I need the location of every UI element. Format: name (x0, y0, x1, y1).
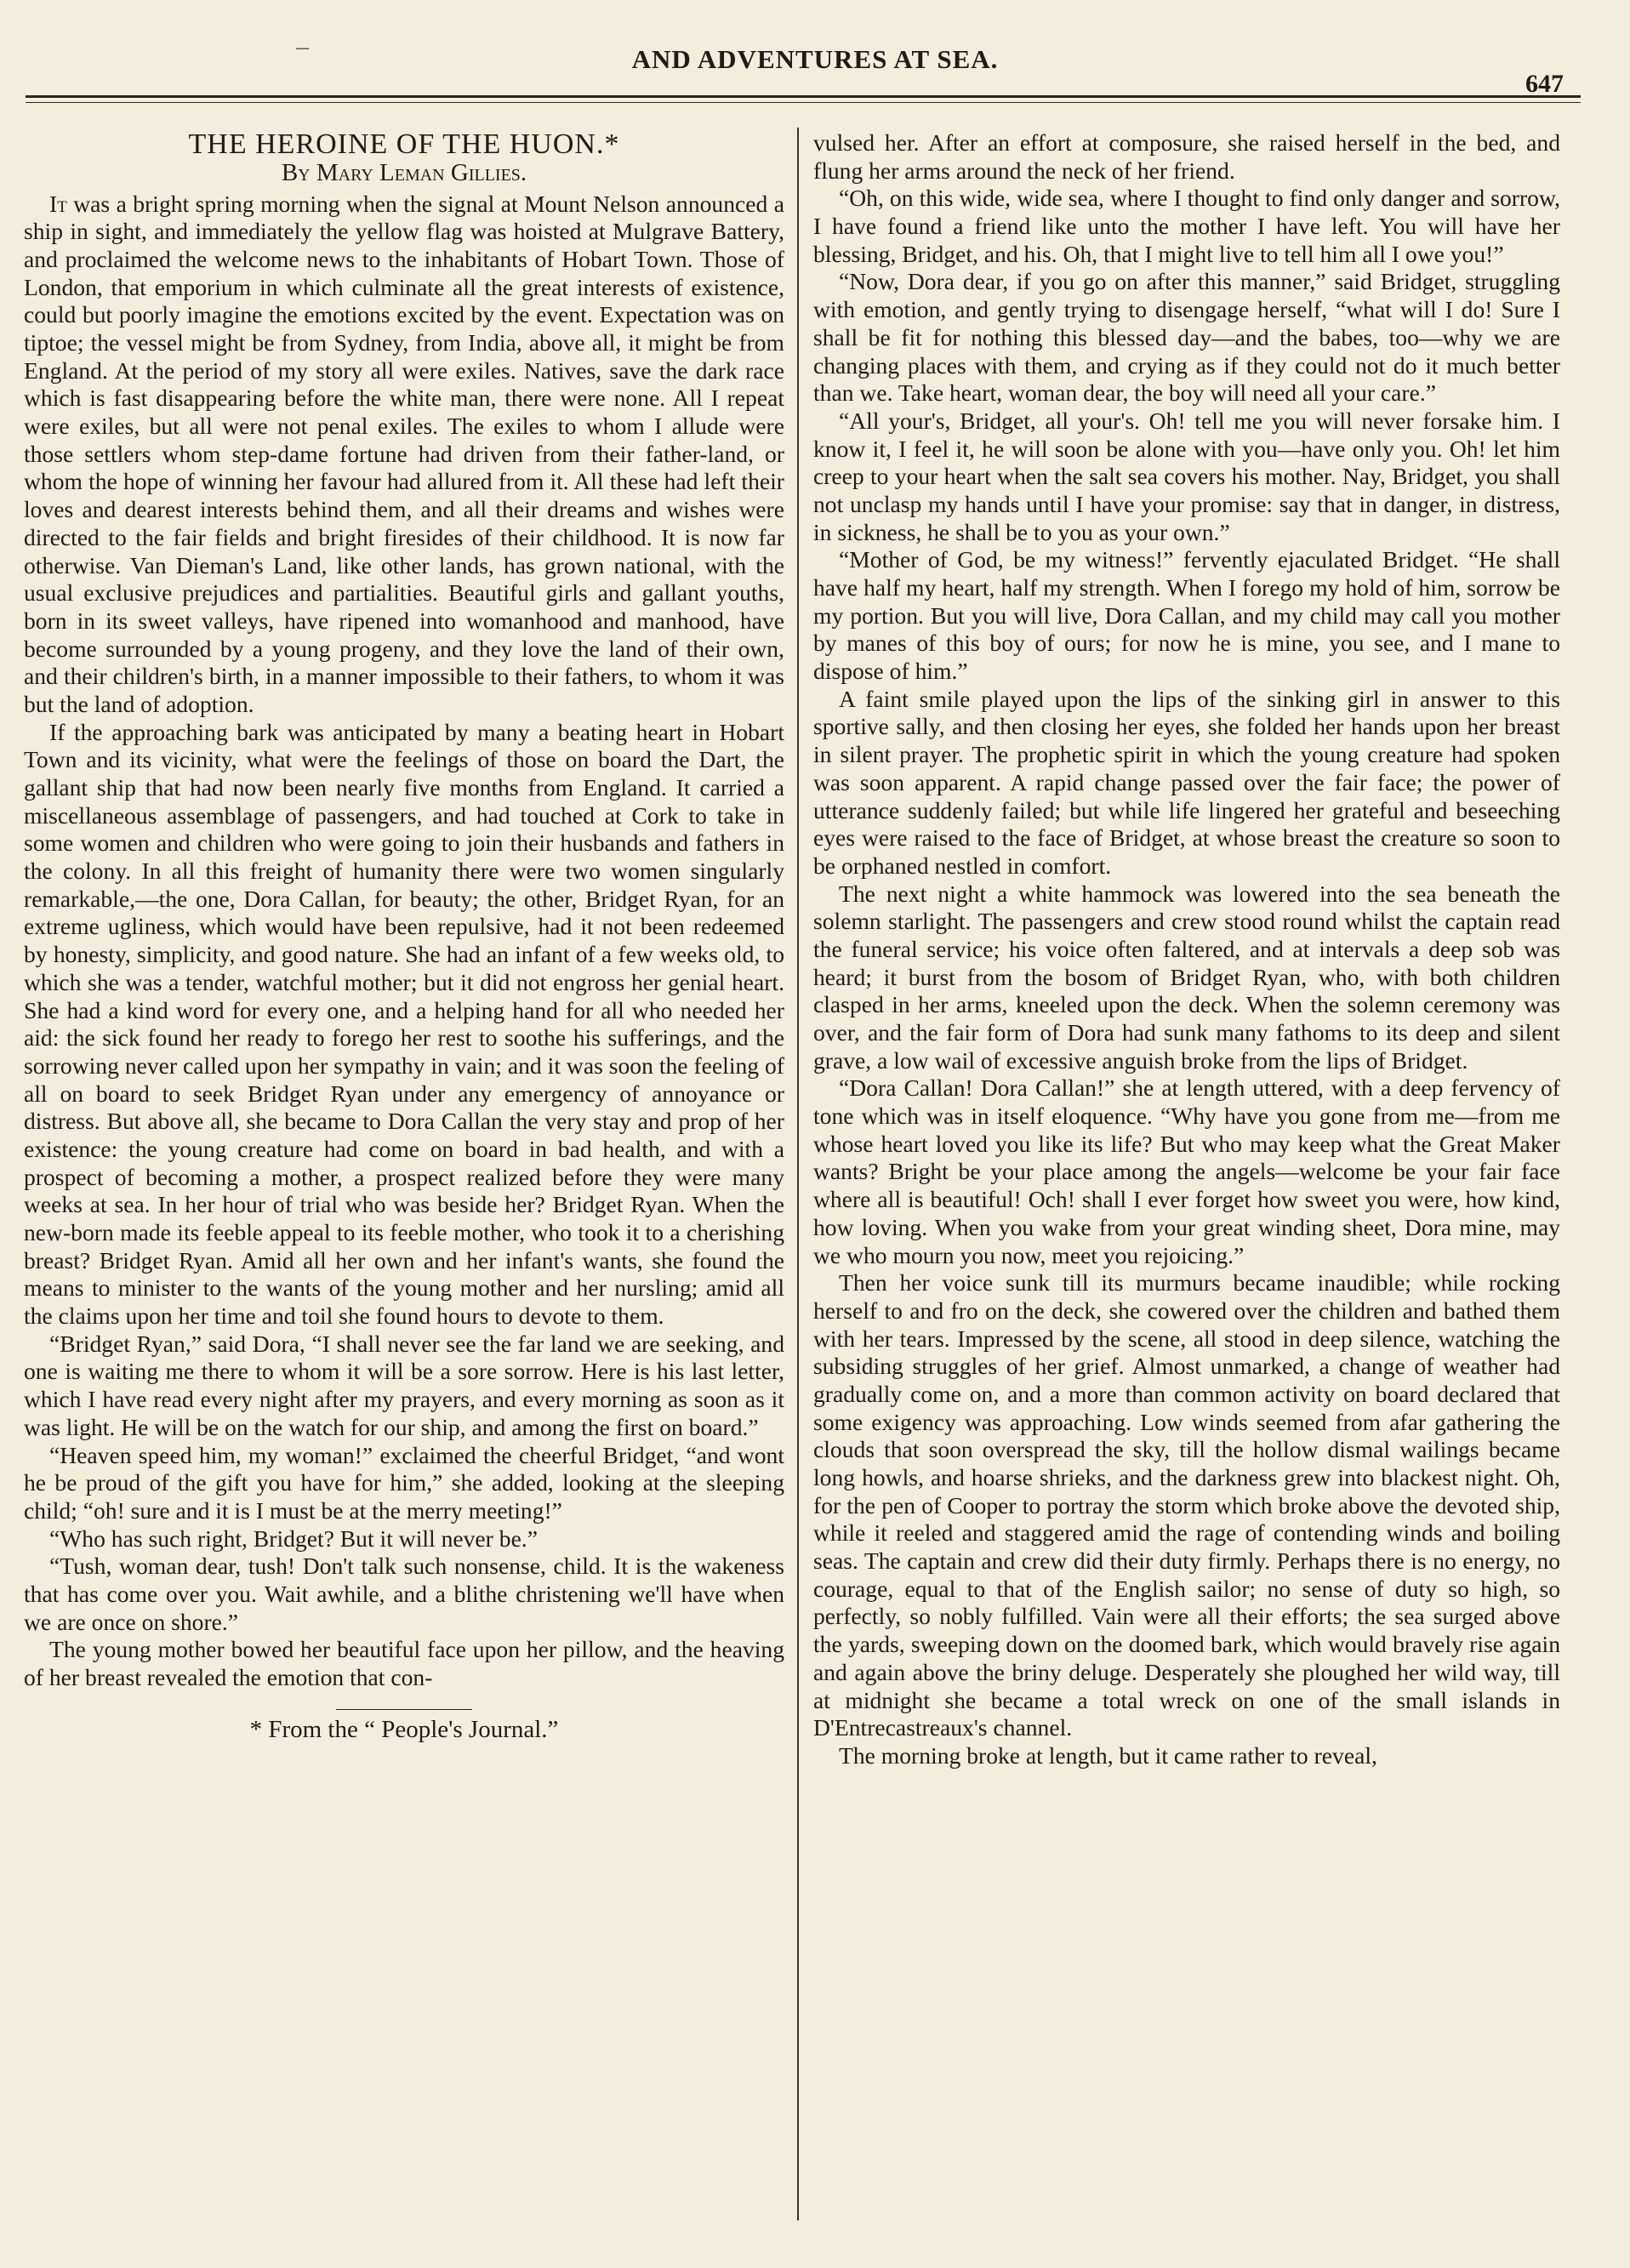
paragraph: “Dora Callan! Dora Callan!” she at length uttered, with a deep fervency of tone which was in itself eloquence. “Why have you gone from me—from me whose heart loved you like its life? But who may keep what the Great Maker wants? Bright be your place among the angels—welcome be your fair face where all is beautiful! Och! shall I ever forget how sweet you were, how kind, how loving. When you wake from your great winding sheet, Dora mine, may we who mourn you now, meet you rejoicing.” (813, 1074, 1560, 1268)
paragraph: The next night a white hammock was lowered into the sea beneath the solemn starlight. The passengers and crew stood round whilst the captain read the funeral service; his voice often faltered, and at intervals a deep sob was heard; it burst from the bosom of Bridget Ryan, who, with both children clasped in her arms, kneeled upon the deck. When the solemn ceremony was over, and the fair form of Dora had sunk many fathoms to its deep and silent grave, a low wail of excessive anguish broke from the lips of Bridget. (813, 880, 1560, 1074)
column-divider (797, 128, 799, 2220)
paragraph: “Bridget Ryan,” said Dora, “I shall never see the far land we are seeking, and one is waiting me there to whom it will be a sore sorrow. Here is his last letter, which I have read every night after my prayers, and every morning as soon as it was light. He will be on the watch for our ship, and among the first on board.” (24, 1330, 784, 1440)
right-column (813, 129, 1560, 1770)
paragraph: vulsed her. After an effort at composure, she raised herself in the bed, and flung her arms around the neck of her friend. (813, 129, 1560, 184)
page-number: 647 (1525, 70, 1564, 98)
paragraph: “Heaven speed him, my woman!” exclaimed the cheerful Bridget, “and wont he be proud of the gift you have for him,” she added, looking at the sleeping child; “oh! sure and it is I must be at the merry meeting!” (24, 1441, 784, 1524)
paragraph: “Tush, woman dear, tush! Don't talk such nonsense, child. It is the wakeness that has come over you. Wait awhile, and a blithe christening we'll have when we are once on shore.” (24, 1553, 784, 1635)
margin-mark: – (296, 32, 309, 60)
header-rule-thin (26, 102, 1581, 103)
paragraph-text: was a bright spring morning when the signal at Mount Nelson announced a ship in sight, and immediately the yellow flag was hoisted at Mulgrave Battery, and proclaimed the welcome news to the inhabitants of Hobart Town. Those of London, that emporium in which culminate all the great interests of existence, could but poorly imagine the emotions excited by the event. Expectation was on tiptoe; the vessel might be from Sydney, from India, above all, it might be from England. At the period of my story all were exiles. Natives, save the dark race which is fast disappearing before the white man, there were none. All I repeat were exiles, but all were not penal exiles. The exiles to whom I allude were those settlers whom step-dame fortune had driven from their father-land, or whom the hope of winning her favour had allured from it. All these had left their loves and dearest interests behind them, and all their dreams and wishes were directed to the fair fields and bright firesides of their childhood. It is now far otherwise. Van Dieman's Land, like other lands, has grown national, with the usual exclusive prejudices and partialities. Beautiful girls and gallant youths, born in its sweet valleys, have ripened into womanhood and manhood, have become surrounded by a young progeny, and they love the land of their own, and their children's birth, in a manner impossible to their fathers, to whom it was but the land of adoption. (24, 190, 784, 717)
paragraph: Then her voice sunk till its murmurs became inaudible; while rocking herself to and fro on the deck, she cowered over the children and bathed them with her tears. Impressed by the scene, all stood in deep silence, watching the subsiding struggles of her grief. Almost unmarked, a change of weather had gradually come on, and a more than common activity on board declared that some exigency was approaching. Low winds seemed from afar gathering the clouds that soon overspread the sky, till the hollow dismal wailings became long howls, and hoarse shrieks, and the darkness grew into blackest night. Oh, for the pen of Cooper to portray the storm which broke above the devoted ship, while it reeled and staggered amid the rage of contending winds and boiling seas. The captain and crew did their duty firmly. Perhaps there is no energy, no courage, equal to that of the English sailor; no sense of duty so high, so perfectly, so nobly fulfilled. Vain were all their efforts; the sea surged above the yards, sweeping down on the doomed bark, which would bravely rise again and again above the briny deluge. Desperately she ploughed her wild way, till at midnight she became a total wreck on one of the small islands in D'Entrecastreaux's channel. (813, 1269, 1560, 1741)
article-byline: By Mary Leman Gillies. (281, 158, 527, 186)
paragraph: A faint smile played upon the lips of the sinking girl in answer to this sportive sally, and then closing her eyes, she folded her hands upon her breast in silent prayer. The prophetic spirit in which the young creature had spoken was soon apparent. A rapid change passed over the fair face; the power of utterance suddenly failed; but while life lingered her grateful and beseeching eyes were raised to the face of Bridget, at whose breast the creature so soon to be orphaned nestled in comfort. (813, 685, 1560, 879)
header-rule (26, 95, 1581, 98)
paragraph: “Oh, on this wide, wide sea, where I thought to find only danger and sorrow, I have found a friend like unto the mother I have left. You will have her blessing, Bridget, and his. Oh, that I might live to tell him all I owe you!” (813, 185, 1560, 267)
paragraph: If the approaching bark was anticipated by many a beating heart in Hobart Town and its vicinity, what were the feelings of those on board the Dart, the gallant ship that had now been nearly five months from England. It carried a miscellaneous assemblage of passengers, and had touched at Cork to take in some women and children who were going to join their husbands and fathers in the colony. In all this freight of humanity there were two women singularly remarkable,—the one, Dora Callan, for beauty; the other, Bridget Ryan, for an extreme ugliness, which would have been repulsive, had it not been redeemed by honesty, simplicity, and good nature. She had an infant of a few weeks old, to which she was a tender, watchful mother; but it did not engross her genial heart. She had a kind word for every one, and a helping hand for all who needed her aid: the sick found her ready to forego her rest to soothe his sufferings, and the sorrowing never called upon her sympathy in vain; and it was soon the feeling of all on board to seek Bridget Ryan under any emergency of annoyance or distress. But above all, she became to Dora Callan the very stay and prop of her existence: the young creature had come on board in bad health, and with a prospect of becoming a mother, a prospect realized before they were many weeks at sea. In her hour of trial who was beside her? Bridget Ryan. When the new-born made its feeble appeal to its feeble mother, who took it to a cherishing breast? Bridget Ryan. Amid all her own and her infant's wants, she found the means to minister to the wants of the young mother and her nursling; amid all the claims upon her time and toil she found hours to devote to them. (24, 718, 784, 1330)
footnote-rule (336, 1709, 472, 1710)
left-column (24, 129, 784, 1744)
paragraph: “Now, Dora dear, if you go on after this manner,” said Bridget, struggling with emotion, and gently trying to disengage herself, “what will I do! Sure I shall be fit for nothing this blessed day—and the babes, too—why we are changing places with them, and crying as if they could not do it much better than we. Take heart, woman dear, the boy will need all your care.” (813, 268, 1560, 407)
paragraph: “Mother of God, be my witness!” fervently ejaculated Bridget. “He shall have half my heart, half my strength. When I forego my hold of him, sorrow be my portion. But you will live, Dora Callan, and my child may call you mother by manes of this boy of ours; for now he is mine, you see, and I mane to dispose of him.” (813, 546, 1560, 685)
paragraph (24, 191, 784, 719)
paragraph: “All your's, Bridget, all your's. Oh! tell me you will never forsake him. I know it, I feel it, he will soon be alone with you—have only you. Oh! let him creep to your heart when the salt sea covers his mother. Nay, Bridget, you shall not unclasp my hands until I have your promise: say that in danger, in distress, in sickness, he shall be to you as your own.” (813, 407, 1560, 545)
opening-word: It (49, 190, 67, 217)
paragraph: The young mother bowed her beautiful face upon her pillow, and the heaving of her breast revealed the emotion that con- (24, 1636, 784, 1691)
footnote: * From the “ People's Journal.” (249, 1715, 559, 1743)
paragraph: The morning broke at length, but it came rather to reveal, (839, 1741, 1377, 1769)
running-head: AND ADVENTURES AT SEA. (631, 44, 999, 74)
paragraph: “Who has such right, Bridget? But it will never be.” (49, 1524, 538, 1552)
article-title: THE HEROINE OF THE HUON.* (188, 128, 620, 160)
